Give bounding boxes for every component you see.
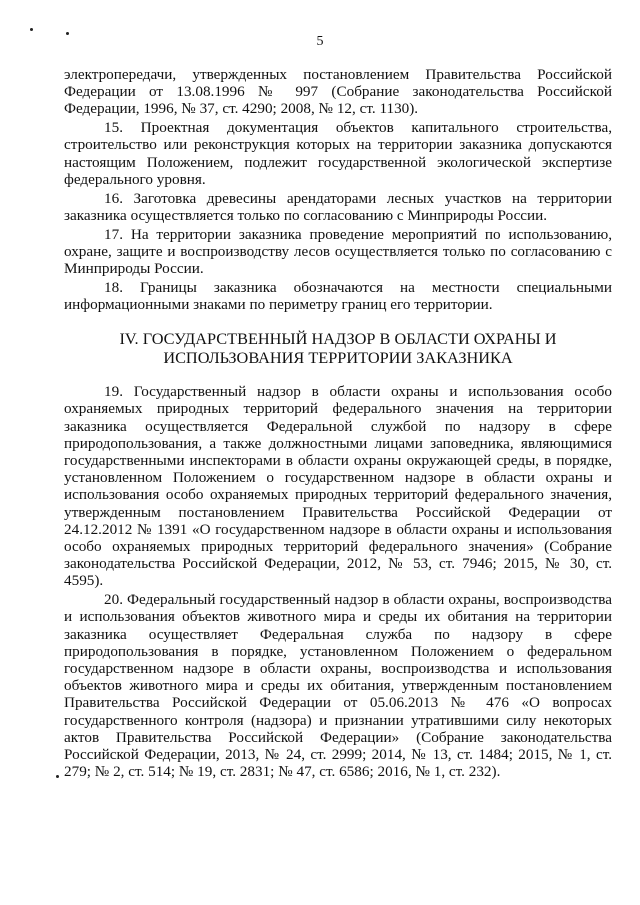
section-heading-line-2: ИСПОЛЬЗОВАНИЯ ТЕРРИТОРИИ ЗАКАЗНИКА [163, 347, 513, 367]
scan-speck [30, 28, 33, 31]
paragraph-18: 18. Границы заказника обозначаются на местности специальными информационными знаками по периметру границ его территории. [64, 278, 612, 314]
document-body [64, 66, 612, 782]
paragraph-continuation: электропередачи, утвержденных постановлением Правительства Российской Федерации от 13.08.1996 № 997 (Собрание законодательства Российской Федерации, 1996, № 37, ст. 4290; 2008, № 12, ст. 1130). [64, 66, 612, 118]
paragraph-19: 19. Государственный надзор в области охраны и использования особо охраняемых природных территорий федерального значения на территории заказника осуществляется Федеральной службой по надзору в сфере природопользования, а также должностными лицами заповедника, являющимися государственными инспекторами в области охраны окружающей среды, в порядке, установленном Положением о государственном надзоре в области охраны и использования особо охраняемых природных территорий федерального значения, утвержденным постановлением Правительства Российской Федерации от 24.12.2012 № 1391 «О государственном надзоре в области охраны и использования особо охраняемых природных территорий федерального значения» (Собрание законодательства Российской Федерации, 2012, № 53, ст. 7946; 2015, № 30, ст. 4595). [64, 383, 612, 590]
paragraph-20: 20. Федеральный государственный надзор в области охраны, воспроизводства и использования объектов животного мира и среды их обитания на территории заказника осуществляет Федеральная служба по надзору в сфере природопользования в порядке, установленном Положением о федеральном государственном надзоре в области охраны, воспроизводства и использования объектов животного мира и среды их обитания, утвержденным постановлением Правительства Российской Федерации от 05.06.2013 № 476 «О вопросах государственного контроля (надзора) и признании утратившими силу некоторых актов Правительства Российской Федерации» (Собрание законодательства Российской Федерации, 2013, № 24, ст. 2999; 2014, № 13, ст. 1484; 2015, № 1, ст. 279; № 2, ст. 514; № 19, ст. 2831; № 47, ст. 6586; 2016, № 1, ст. 232). [64, 591, 612, 781]
paragraph-17: 17. На территории заказника проведение мероприятий по использованию, охране, защите и воспроизводству лесов осуществляется только по согласованию с Минприроды России. [64, 225, 612, 278]
section-heading-line-1: IV. ГОСУДАРСТВЕННЫЙ НАДЗОР В ОБЛАСТИ ОХРАНЫ И [119, 329, 557, 349]
paragraph-16: 16. Заготовка древесины арендаторами лесных участков на территории заказника осуществляется только по согласованию с Минприроды России. [64, 189, 612, 224]
scan-speck [56, 775, 59, 778]
page-number: 5 [316, 34, 324, 49]
paragraph-15: 15. Проектная документация объектов капитального строительства, строительство или реконструкция которых на территории заказника допускаются настоящим Положением, подлежит государственной экологической экспертизе федерального уровня. [64, 119, 612, 188]
section-heading [64, 330, 612, 367]
